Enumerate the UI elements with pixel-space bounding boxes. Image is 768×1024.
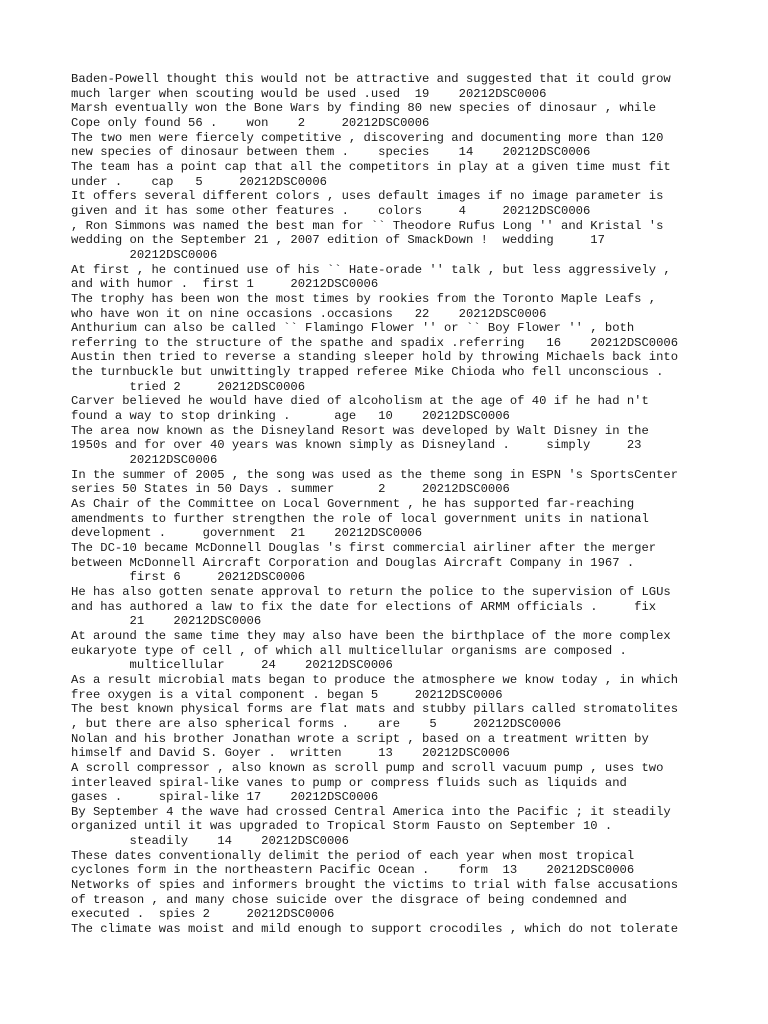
text-line: first 6 20212DSC0006	[71, 570, 306, 585]
text-line: who have won it on nine occasions .occasions 22 20212DSC0006	[71, 306, 547, 321]
text-line: of treason , and many chose suicide over the disgrace of being condemned and	[71, 892, 627, 907]
text-line: Carver believed he would have died of alcoholism at the age of 40 if he had n't	[71, 394, 649, 409]
text-line: At around the same time they may also have been the birthplace of the more complex	[71, 628, 671, 643]
text-line: 1950s and for over 40 years was known simply as Disneyland . simply 23	[71, 438, 642, 453]
text-line: As Chair of the Committee on Local Government , he has supported far-reaching	[71, 497, 635, 512]
text-line: The team has a point cap that all the competitors in play at a given time must fit	[71, 159, 671, 174]
text-line: given and it has some other features . colors 4 20212DSC0006	[71, 203, 591, 218]
text-line: free oxygen is a vital component . began 5 20212DSC0006	[71, 687, 503, 702]
text-line: found a way to stop drinking . age 10 20212DSC0006	[71, 409, 510, 424]
text-line: tried 2 20212DSC0006	[71, 379, 306, 394]
text-line: These dates conventionally delimit the period of each year when most tropical	[71, 848, 635, 863]
text-line: , Ron Simmons was named the best man for `` Theodore Rufus Long '' and Kristal 's	[71, 218, 664, 233]
document-text	[71, 72, 711, 937]
text-line: As a result microbial mats began to produce the atmosphere we know today , in which	[71, 672, 679, 687]
text-line: and has authored a law to fix the date for elections of ARMM officials . fix	[71, 599, 657, 614]
text-line: series 50 States in 50 Days . summer 2 20212DSC0006	[71, 482, 510, 497]
text-line: Anthurium can also be called `` Flamingo Flower '' or `` Boy Flower '' , both	[71, 321, 635, 336]
text-line: new species of dinosaur between them . species 14 20212DSC0006	[71, 145, 591, 160]
text-line: eukaryote type of cell , of which all multicellular organisms are composed .	[71, 643, 627, 658]
text-line: The DC-10 became McDonnell Douglas 's first commercial airliner after the merger	[71, 541, 657, 555]
text-line: interleaved spiral-like vanes to pump or compress fluids such as liquids and	[71, 775, 627, 790]
text-line: between McDonnell Aircraft Corporation and Douglas Aircraft Company in 1967 .	[71, 555, 635, 570]
text-line: referring to the structure of the spathe and spadix .referring 16 20212DSC0006	[71, 335, 679, 350]
text-line: under . cap 5 20212DSC0006	[71, 174, 327, 189]
text-line: By September 4 the wave had crossed Central America into the Pacific ; it steadily	[71, 804, 671, 819]
text-line: much larger when scouting would be used .used 19 20212DSC0006	[71, 86, 547, 101]
text-line: The trophy has been won the most times by rookies from the Toronto Maple Leafs ,	[71, 291, 657, 306]
text-line: In the summer of 2005 , the song was used as the theme song in ESPN 's SportsCenter	[71, 467, 679, 482]
text-line: wedding on the September 21 , 2007 edition of SmackDown ! wedding 17	[71, 233, 605, 248]
text-line: gases . spiral-like 17 20212DSC0006	[71, 790, 379, 805]
text-line: It offers several different colors , uses default images if no image parameter is	[71, 189, 664, 204]
text-line: development . government 21 20212DSC0006	[71, 526, 423, 541]
text-line: himself and David S. Goyer . written 13 20212DSC0006	[71, 746, 510, 761]
text-line: 20212DSC0006	[71, 247, 218, 262]
text-line: multicellular 24 20212DSC0006	[71, 658, 393, 673]
text-line: amendments to further strengthen the role of local government units in national	[71, 511, 649, 526]
text-line: , but there are also spherical forms . are 5 20212DSC0006	[71, 716, 562, 731]
text-line: Cope only found 56 . won 2 20212DSC0006	[71, 115, 430, 130]
text-line: The climate was moist and mild enough to support crocodiles , which do not tolerate	[71, 922, 679, 937]
text-line: The two men were fiercely competitive , discovering and documenting more than 120	[71, 130, 664, 145]
text-line: executed . spies 2 20212DSC0006	[71, 907, 335, 922]
text-line: Marsh eventually won the Bone Wars by finding 80 new species of dinosaur , while	[71, 101, 657, 116]
text-line: 21 20212DSC0006	[71, 614, 262, 629]
text-line: Networks of spies and informers brought the victims to trial with false accusations	[71, 878, 679, 893]
text-line: The best known physical forms are flat mats and stubby pillars called stromatolites	[71, 702, 679, 717]
text-line: At first , he continued use of his `` Hate-orade '' talk , but less aggressively ,	[71, 262, 671, 277]
text-line: cyclones form in the northeastern Pacific Ocean . form 13 20212DSC0006	[71, 863, 635, 878]
text-line: A scroll compressor , also known as scroll pump and scroll vacuum pump , uses two	[71, 760, 664, 775]
text-line: 20212DSC0006	[71, 453, 218, 468]
text-line: Baden-Powell thought this would not be attractive and suggested that it could grow	[71, 72, 671, 86]
text-line: and with humor . first 1 20212DSC0006	[71, 277, 379, 292]
text-line: steadily 14 20212DSC0006	[71, 834, 349, 849]
text-line: the turnbuckle but unwittingly trapped referee Mike Chioda who fell unconscious .	[71, 365, 664, 380]
text-line: The area now known as the Disneyland Resort was developed by Walt Disney in the	[71, 423, 649, 438]
text-line: organized until it was upgraded to Tropical Storm Fausto on September 10 .	[71, 819, 613, 834]
text-line: Nolan and his brother Jonathan wrote a script , based on a treatment written by	[71, 731, 649, 746]
text-line: He has also gotten senate approval to return the police to the supervision of LGUs	[71, 584, 671, 599]
text-line: Austin then tried to reverse a standing sleeper hold by throwing Michaels back into	[71, 350, 679, 365]
